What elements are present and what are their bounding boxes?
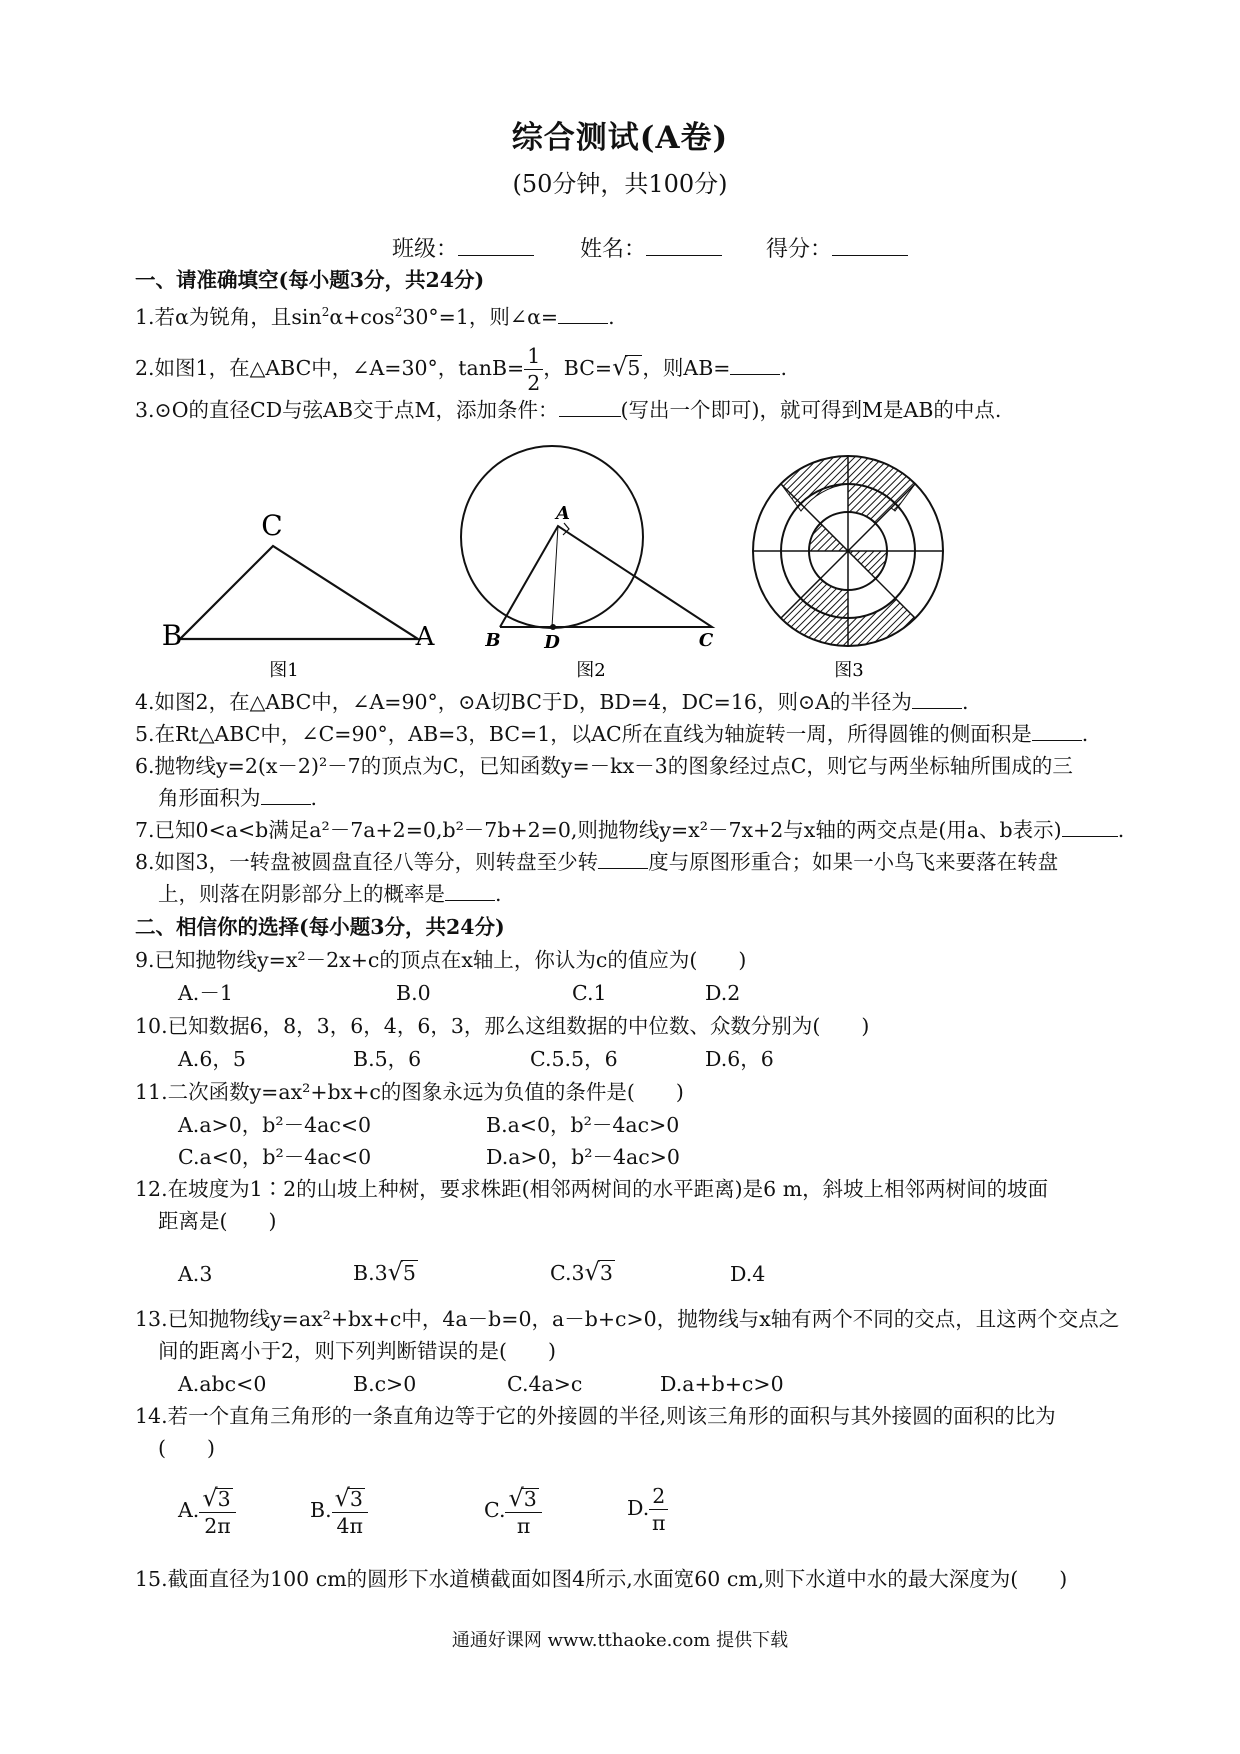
class-blank[interactable] <box>458 237 534 256</box>
question-3: 3.⊙O的直径CD与弦AB交于点M，添加条件： (写出一个即可)，就可得到M是AB的中点. <box>135 398 1002 422</box>
question-2: 2.如图1，在△ABC中，∠A=30°，tanB= $\frac{1}{2}$ ，BC=√5，则AB= . <box>135 344 787 395</box>
question-13-line-1: 13.已知抛物线y=ax²+bx+c中，4a－b=0，a－b+c>0，抛物线与x轴有两个不同的交点，且这两个交点之 <box>135 1307 1120 1331</box>
q6-blank[interactable] <box>261 786 311 805</box>
q10-option-c[interactable]: C.5.5，6 <box>530 1047 618 1071</box>
score-blank[interactable] <box>832 237 908 256</box>
figure-3 <box>753 456 943 681</box>
q13-option-c[interactable]: C.4a>c <box>507 1372 583 1396</box>
figure-1 <box>162 509 436 681</box>
question-8-line-2: 上，则落在阴影部分上的概率是 . <box>158 882 502 906</box>
q14-option-c[interactable]: C. $\frac{√3}{\pi}$ <box>484 1486 542 1537</box>
question-13-line-2: 间的距离小于2，则下列判断错误的是( ) <box>158 1339 557 1363</box>
fig2-label-c: C <box>698 630 714 651</box>
q2-blank[interactable] <box>730 356 780 375</box>
page-subtitle: (50分钟，共100分) <box>512 170 728 198</box>
q11-option-a[interactable]: A.a>0，b²－4ac<0 <box>178 1113 372 1137</box>
q9-option-b[interactable]: B.0 <box>396 981 431 1005</box>
fig3-caption: 图3 <box>834 660 864 681</box>
question-6-line-1: 6.抛物线y=2(x－2)²－7的顶点为C，已知函数y=－kx－3的图象经过点C，则它与两坐标轴所围成的三 <box>135 754 1073 778</box>
q13-option-b[interactable]: B.c>0 <box>353 1372 417 1396</box>
figure-2 <box>461 446 714 681</box>
q5-blank[interactable] <box>1032 722 1082 741</box>
q12-option-b[interactable]: B.3√5 <box>353 1258 416 1286</box>
fig1-label-a: A <box>415 622 435 652</box>
q13-option-d[interactable]: D.a+b+c>0 <box>660 1372 784 1396</box>
question-8-line-1: 8.如图3，一转盘被圆盘直径八等分，则转盘至少转 度与原图形重合；如果一小鸟飞来要落在转盘 <box>135 850 1059 874</box>
class-field <box>392 232 534 263</box>
q11-option-c[interactable]: C.a<0，b²－4ac<0 <box>178 1145 372 1169</box>
q3-blank[interactable] <box>559 398 621 417</box>
question-12-line-1: 12.在坡度为1∶2的山坡上种树，要求株距(相邻两树间的水平距离)是6 m，斜坡上相邻两树间的坡面 <box>135 1177 1049 1201</box>
q7-blank[interactable] <box>1062 818 1118 837</box>
q9-option-d[interactable]: D.2 <box>705 981 741 1005</box>
section-heading-1: 一、请准确填空(每小题3分，共24分) <box>135 268 485 292</box>
class-label: 班级： <box>392 237 459 262</box>
question-15: 15.截面直径为100 cm的圆形下水道横截面如图4所示,水面宽60 cm,则下水道中水的最大深度为( ) <box>135 1567 1068 1591</box>
fig1-label-b: B <box>161 619 183 652</box>
q9-option-a[interactable]: A.－1 <box>178 981 233 1005</box>
question-4: 4.如图2，在△ABC中，∠A=90°，⊙A切BC于D，BD=4，DC=16，则⊙A的半径为 . <box>135 690 969 714</box>
figures-row <box>150 440 1050 684</box>
name-blank[interactable] <box>646 237 722 256</box>
q10-option-a[interactable]: A.6，5 <box>178 1047 246 1071</box>
fig1-label-c: C <box>261 509 283 542</box>
fig2-label-a: A <box>556 503 570 524</box>
q8-blank-2[interactable] <box>445 882 495 901</box>
question-7: 7.已知0<a<b满足a²－7a+2=0,b²－7b+2=0,则抛物线y=x²－7x+2与x轴的两交点是(用a、b表示) . <box>135 818 1125 842</box>
q14-option-b[interactable]: B. $\frac{√3}{4\pi}$ <box>310 1486 368 1537</box>
page-footer: 通通好课网 www.tthaoke.com 提供下载 <box>451 1630 789 1651</box>
q2-fraction: $\frac{1}{2}$ <box>524 346 543 393</box>
question-1: 1.若α为锐角，且$\sin^2\alpha+\cos^230^\circ=1$，则∠α= . <box>135 304 615 329</box>
question-14-line-1: 14.若一个直角三角形的一条直角边等于它的外接圆的半径,则该三角形的面积与其外接圆的面积的比为 <box>135 1404 1056 1428</box>
section-heading-2: 二、相信你的选择(每小题3分，共24分) <box>135 915 505 939</box>
q12-option-d[interactable]: D.4 <box>730 1262 766 1286</box>
fig2-label-b: B <box>485 630 501 651</box>
q9-option-c[interactable]: C.1 <box>572 981 607 1005</box>
q8-blank-1[interactable] <box>598 850 648 869</box>
q10-option-d[interactable]: D.6，6 <box>705 1047 774 1071</box>
q11-option-d[interactable]: D.a>0，b²－4ac>0 <box>486 1145 680 1169</box>
page-title: 综合测试(A卷) <box>511 120 729 156</box>
q12-option-c[interactable]: C.3√3 <box>550 1258 613 1286</box>
q10-option-b[interactable]: B.5，6 <box>353 1047 422 1071</box>
fig2-label-d: D <box>544 632 560 653</box>
question-6-line-2: 角形面积为 . <box>158 786 318 810</box>
score-field <box>766 232 908 263</box>
q12-option-a[interactable]: A.3 <box>178 1262 213 1286</box>
q11-option-b[interactable]: B.a<0，b²－4ac>0 <box>486 1113 680 1137</box>
question-14-line-2: ( ) <box>158 1436 215 1460</box>
question-12-line-2: 距离是( ) <box>158 1209 277 1233</box>
q13-option-a[interactable]: A.abc<0 <box>178 1372 267 1396</box>
name-label: 姓名： <box>580 237 647 262</box>
question-5: 5.在Rt△ABC中，∠C=90°，AB=3，BC=1，以AC所在直线为轴旋转一周，所得圆锥的侧面积是 . <box>135 722 1089 746</box>
fig1-caption: 图1 <box>269 660 299 681</box>
score-label: 得分： <box>766 237 833 262</box>
q1-blank[interactable] <box>558 305 608 324</box>
q14-option-d[interactable]: D. $\frac{2}{\pi}$ <box>627 1486 668 1533</box>
name-field <box>580 232 722 263</box>
fig2-caption: 图2 <box>576 660 606 681</box>
q14-option-a[interactable]: A. $\frac{√3}{2\pi}$ <box>178 1486 236 1537</box>
question-11: 11.二次函数y=ax²+bx+c的图象永远为负值的条件是( ) <box>135 1080 684 1104</box>
q4-blank[interactable] <box>912 690 962 709</box>
question-10: 10.已知数据6，8，3，6，4，6，3，那么这组数据的中位数、众数分别为( ) <box>135 1014 870 1038</box>
question-9: 9.已知抛物线y=x²－2x+c的顶点在x轴上，你认为c的值应为( ) <box>135 948 747 972</box>
